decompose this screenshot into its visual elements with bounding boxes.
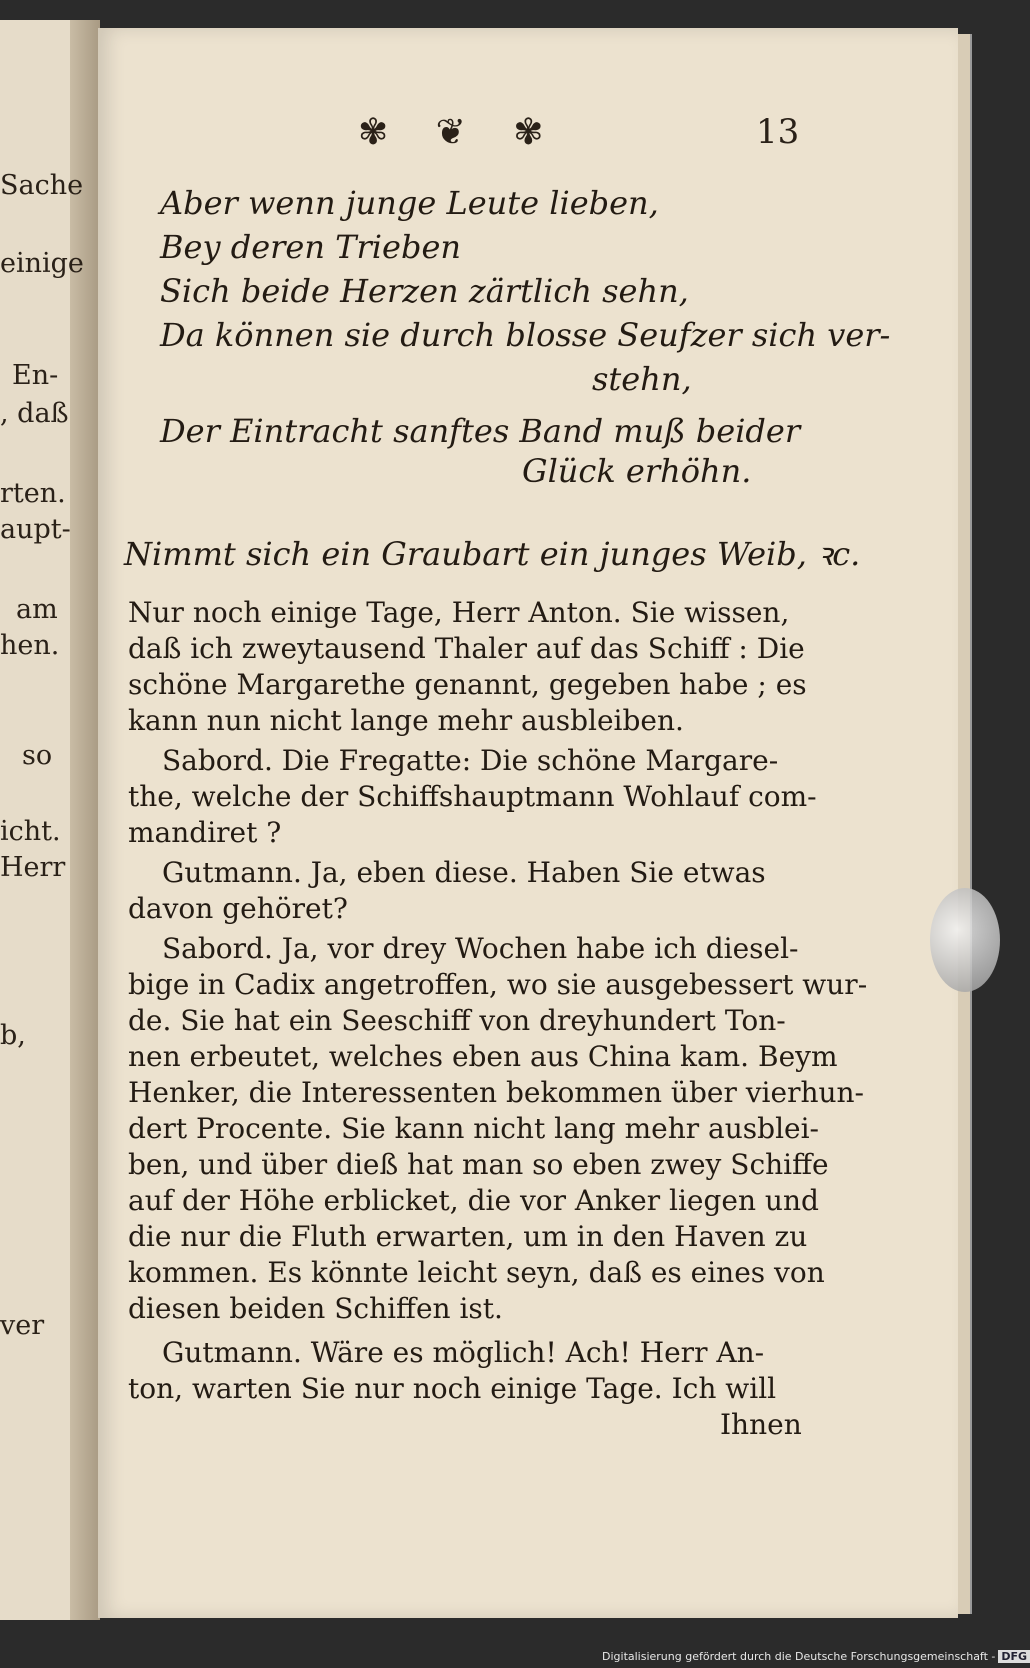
text-line: Henker, die Interessenten bekommen über vierhun-	[128, 1076, 865, 1109]
text-line: Sabord. Die Fregatte: Die schöne Margare-	[162, 744, 779, 777]
verse-line: Aber wenn junge Leute lieben,	[160, 184, 659, 222]
text-line: ben, und über dieß hat man so eben zwey Schiffe	[128, 1148, 829, 1181]
text-line: nen erbeutet, welches eben aus China kam. Beym	[128, 1040, 838, 1073]
text-line: mandiret ?	[128, 816, 282, 849]
prev-fragment: aupt-	[0, 514, 71, 545]
prev-fragment: ver	[0, 1310, 45, 1341]
verse-line: stehn,	[592, 360, 692, 398]
prev-fragment: einige	[0, 248, 84, 279]
prev-fragment: En-	[12, 360, 59, 391]
text-line: Nur noch einige Tage, Herr Anton. Sie wissen,	[128, 596, 790, 629]
text-line: kommen. Es könnte leicht seyn, daß es eines von	[128, 1256, 825, 1289]
page-clip	[930, 888, 1000, 992]
page-edge	[958, 34, 972, 1614]
prev-fragment: rten.	[0, 478, 66, 509]
text-line: daß ich zweytausend Thaler auf das Schiff : Die	[128, 632, 805, 665]
text-line: Ihnen	[720, 1408, 802, 1441]
dfg-logo: DFG	[998, 1650, 1030, 1663]
prev-fragment: , daß	[0, 398, 69, 429]
text-line: Gutmann. Wäre es möglich! Ach! Herr An-	[162, 1336, 765, 1369]
text-line: schöne Margarethe genannt, gegeben habe ; es	[128, 668, 807, 701]
prev-fragment: b,	[0, 1020, 26, 1051]
text-line: Sabord. Ja, vor drey Wochen habe ich diesel-	[162, 932, 799, 965]
verse-line: Glück erhöhn.	[522, 452, 752, 490]
prev-fragment: hen.	[0, 630, 60, 661]
prev-fragment: so	[22, 740, 53, 771]
text-line: auf der Höhe erblicket, die vor Anker liegen und	[128, 1184, 819, 1217]
text-line: davon gehöret?	[128, 892, 348, 925]
text-line: bige in Cadix angetroffen, wo sie ausgebessert wur-	[128, 968, 868, 1001]
footer-text: Digitalisierung gefördert durch die Deutsche Forschungsgemeinschaft -	[602, 1650, 996, 1663]
verse-line: Sich beide Herzen zärtlich sehn,	[160, 272, 689, 310]
text-line: diesen beiden Schiffen ist.	[128, 1292, 503, 1325]
prev-fragment: Herr	[0, 852, 66, 883]
text-line: ton, warten Sie nur noch einige Tage. Ich will	[128, 1372, 777, 1405]
text-line: dert Procente. Sie kann nicht lang mehr ausblei-	[128, 1112, 820, 1145]
text-line: de. Sie hat ein Seeschiff von dreyhundert Ton-	[128, 1004, 786, 1037]
verse-line: Bey deren Trieben	[160, 228, 461, 266]
text-line: the, welche der Schiffshauptmann Wohlauf com-	[128, 780, 817, 813]
text-line: die nur die Fluth erwarten, um in den Haven zu	[128, 1220, 808, 1253]
section-heading: Nimmt sich ein Graubart ein junges Weib, ꝛc.	[124, 535, 861, 573]
verse-line: Der Eintracht sanftes Band muß beider	[160, 412, 801, 450]
text-line: Gutmann. Ja, eben diese. Haben Sie etwas	[162, 856, 766, 889]
prev-fragment: icht.	[0, 816, 61, 847]
verse-line: Da können sie durch blosse Seufzer sich ver-	[160, 316, 891, 354]
digitization-footer	[602, 1650, 1030, 1663]
page-number: 13	[756, 112, 800, 152]
text-line: kann nun nicht lange mehr ausbleiben.	[128, 704, 684, 737]
prev-fragment: am	[16, 594, 58, 625]
prev-fragment: Sache	[0, 170, 84, 201]
ornament-vignette: ✾ ❦ ✾	[358, 112, 562, 153]
